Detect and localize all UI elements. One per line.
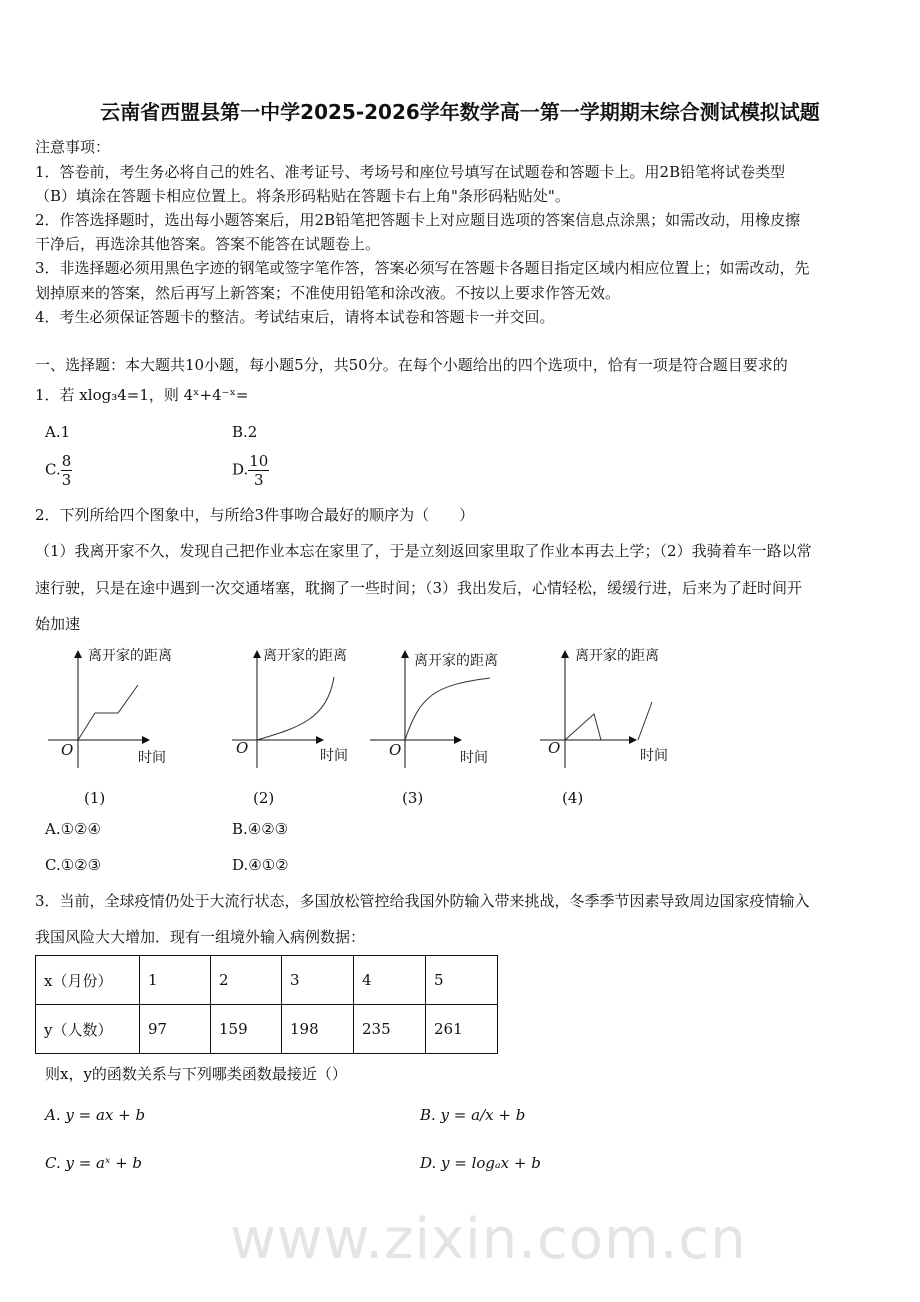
table-cell: 261 <box>426 1005 498 1054</box>
q1-option-d <box>232 452 269 489</box>
table-header-cell: x（月份） <box>36 956 140 1005</box>
table-cell: 3 <box>282 956 354 1005</box>
notice-line: 4．考生必须保证答题卡的整洁。考试结束后，请将本试卷和答题卡一并交回。 <box>35 308 555 326</box>
q3-stem: 3．当前，全球疫情仍处于大流行状态，多国放松管控给我国外防输入带来挑战，冬季季节因素导致周边国家疫情输入 <box>35 892 810 910</box>
graph-3-xlabel: 时间 <box>460 750 488 766</box>
table-row <box>36 1005 498 1054</box>
graph-curve <box>638 702 652 740</box>
graph-4-label: (4) <box>562 789 584 807</box>
table-cell: 198 <box>282 1005 354 1054</box>
watermark: www.zixin.com.cn <box>230 1207 747 1272</box>
q1-stem: 1．若 xlog₃4=1，则 4ˣ+4⁻ˣ= <box>35 386 249 404</box>
graph-1-origin: O <box>61 741 74 759</box>
graph-curve <box>565 714 601 740</box>
fraction <box>61 452 73 489</box>
notice-line: 干净后，再选涂其他答案。答案不能答在试题卷上。 <box>35 235 381 253</box>
page-title: 云南省西盟县第一中学2025-2026学年数学高一第一学期期末综合测试模拟试题 <box>100 100 820 124</box>
table-cell: 97 <box>140 1005 211 1054</box>
q2-body: 始加速 <box>35 615 81 633</box>
graph-1-label: (1) <box>84 789 106 807</box>
graph-1-ylabel: 离开家的距离 <box>88 648 172 664</box>
q1-option-b: B.2 <box>232 423 258 441</box>
graph-2-ylabel: 离开家的距离 <box>263 648 347 664</box>
denominator: 3 <box>254 471 264 489</box>
q2-option-c: C.①②③ <box>45 856 102 874</box>
graph-3-label: (3) <box>402 789 424 807</box>
table-cell: 2 <box>211 956 282 1005</box>
q3-data-table <box>35 955 498 1054</box>
notice-heading: 注意事项： <box>35 138 111 156</box>
q3-stem: 我国风险大大增加．现有一组境外输入病例数据： <box>35 928 366 946</box>
q1-option-c <box>45 452 72 489</box>
graph-3-origin: O <box>389 741 402 759</box>
numerator: 10 <box>249 452 269 470</box>
option-label: D. <box>232 460 249 479</box>
graph-3-ylabel: 离开家的距离 <box>414 653 498 669</box>
section-heading: 一、选择题：本大题共10小题，每小题5分，共50分。在每个小题给出的四个选项中，恰有一项是符合题目要求的 <box>35 356 788 374</box>
q1-option-a: A.1 <box>45 423 71 441</box>
option-label: C. <box>45 460 61 479</box>
q2-body: （1）我离开家不久，发现自己把作业本忘在家里了，于是立刻返回家里取了作业本再去上学；（2）我骑着车一路以常 <box>35 542 812 560</box>
table-cell: 1 <box>140 956 211 1005</box>
graph-curve <box>257 677 334 740</box>
notice-line: 划掉原来的答案，然后再写上新答案；不准使用铅笔和涂改液。不按以上要求作答无效。 <box>35 284 621 302</box>
q2-option-b: B.④②③ <box>232 820 289 838</box>
q2-option-d: D.④①② <box>232 856 289 874</box>
q2-stem: 2．下列所给四个图象中，与所给3件事吻合最好的顺序为（ ） <box>35 506 475 524</box>
table-cell: 5 <box>426 956 498 1005</box>
q3-question: 则x，y的函数关系与下列哪类函数最接近（） <box>45 1065 347 1083</box>
q2-body: 速行驶，只是在途中遇到一次交通堵塞，耽搁了一些时间；（3）我出发后，心情轻松，缓缓行进，后来为了赶时间开 <box>35 579 803 597</box>
q3-option-d: D. y = logₐx + b <box>420 1154 541 1172</box>
table-cell: 235 <box>354 1005 426 1054</box>
graph-4-origin: O <box>548 739 561 757</box>
table-cell: 4 <box>354 956 426 1005</box>
graph-2-xlabel: 时间 <box>320 748 348 764</box>
numerator: 8 <box>61 452 72 470</box>
notice-line: 1．答卷前，考生务必将自己的姓名、准考证号、考场号和座位号填写在试题卷和答题卡上。用2B铅笔将试卷类型 <box>35 163 786 181</box>
q3-option-b: B. y = a/x + b <box>420 1106 526 1124</box>
fraction <box>248 452 269 489</box>
table-header-cell: y（人数） <box>36 1005 140 1054</box>
table-cell: 159 <box>211 1005 282 1054</box>
graph-2-origin: O <box>236 739 249 757</box>
graph-4-xlabel: 时间 <box>640 748 668 764</box>
graph-2-label: (2) <box>253 789 275 807</box>
notice-line: 3．非选择题必须用黑色字迹的钢笔或签字笔作答，答案必须写在答题卡各题目指定区域内相应位置上；如需改动，先 <box>35 259 810 277</box>
denominator: 3 <box>61 471 72 489</box>
q2-option-a: A.①②④ <box>45 820 101 838</box>
table-row <box>36 956 498 1005</box>
q3-option-c: C. y = aˣ + b <box>45 1154 143 1172</box>
q3-option-a: A. y = ax + b <box>45 1106 146 1124</box>
notice-line: 2．作答选择题时，选出每小题答案后，用2B铅笔把答题卡上对应题目选项的答案信息点涂黑；如需改动，用橡皮擦 <box>35 211 801 229</box>
graph-4-ylabel: 离开家的距离 <box>575 648 659 664</box>
graph-curve <box>405 678 490 740</box>
graph-1-xlabel: 时间 <box>138 750 166 766</box>
notice-line: （B）填涂在答题卡相应位置上。将条形码粘贴在答题卡右上角"条形码粘贴处"。 <box>35 187 570 205</box>
graph-curve <box>78 685 138 740</box>
